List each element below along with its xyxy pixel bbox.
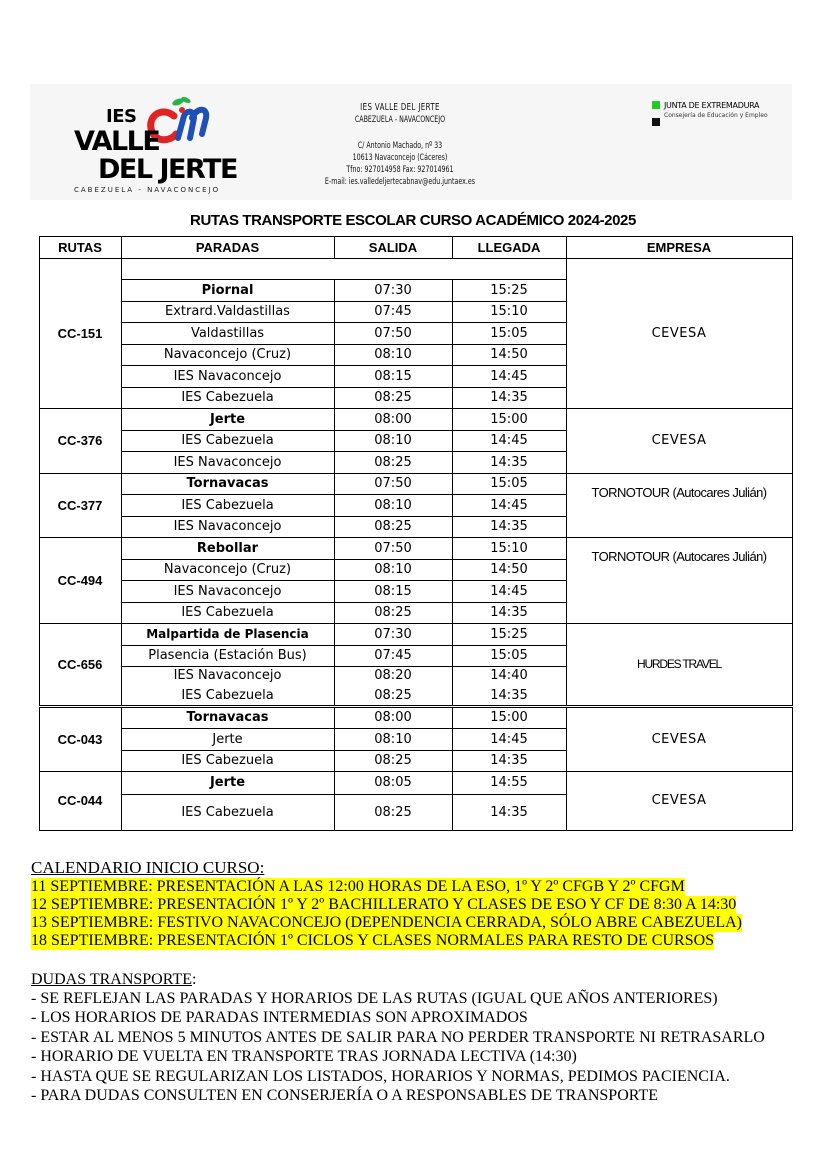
return-time: 15:00	[490, 710, 528, 725]
table-grid-line	[566, 258, 567, 408]
table-grid-line	[121, 645, 567, 646]
return-time: 14:45	[490, 731, 528, 747]
table-grid-line	[121, 344, 567, 345]
table-grid-line	[121, 771, 122, 830]
logo-valle-text: VALLE	[74, 126, 160, 157]
table-grid-line	[792, 623, 793, 705]
table-grid-line	[121, 365, 567, 366]
stop-name: IES Cabezuela	[181, 433, 274, 448]
departure-time: 07:30	[374, 626, 412, 642]
junta-department: Consejería de Educación y Empleo	[664, 112, 768, 119]
table-grid-line	[792, 473, 793, 537]
stop-name: Rebollar	[196, 540, 259, 556]
route-company: HURDES TRAVEL	[637, 657, 721, 671]
departure-time: 08:25	[374, 454, 412, 470]
departure-time: 07:45	[374, 304, 412, 319]
table-grid-line	[452, 279, 453, 408]
departure-time: 08:15	[374, 368, 412, 384]
return-time: 14:35	[490, 687, 528, 703]
table-grid-line	[121, 707, 122, 771]
table-grid-line	[566, 623, 567, 705]
return-time: 15:00	[490, 411, 528, 427]
return-time: 14:45	[490, 433, 528, 448]
stop-name: Tornavacas	[186, 710, 269, 725]
route-code: CC-376	[57, 433, 103, 448]
return-time: 15:10	[490, 304, 528, 319]
table-grid-line	[121, 430, 567, 431]
column-header-paradas: PARADAS	[195, 239, 260, 255]
table-grid-line	[39, 473, 40, 537]
table-grid-line	[334, 279, 335, 408]
stop-name: IES Cabezuela	[181, 804, 274, 820]
column-header-rutas: RUTAS	[58, 239, 102, 255]
table-grid-line	[39, 408, 793, 409]
table-grid-line	[121, 537, 122, 623]
table-grid-line	[566, 537, 567, 623]
dudas-item: - ESTAR AL MENOS 5 MINUTOS ANTES DE SALIR PARA NO PERDER TRANSPORTE NI RETRASARLO	[31, 1028, 765, 1046]
table-grid-line	[121, 451, 567, 452]
dudas-item: - LOS HORARIOS DE PARADAS INTERMEDIAS SON APROXIMADOS	[31, 1009, 528, 1027]
table-grid-line	[792, 771, 793, 830]
table-grid-line	[39, 537, 793, 538]
table-grid-line	[39, 830, 793, 831]
table-grid-line	[566, 707, 567, 771]
table-grid-line	[121, 559, 567, 560]
junta-name: JUNTA DE EXTREMADURA	[664, 101, 760, 110]
departure-time: 08:00	[374, 710, 412, 725]
table-grid-line	[566, 408, 567, 473]
return-time: 14:55	[490, 775, 528, 790]
table-grid-line	[792, 707, 793, 771]
stop-name: Jerte	[209, 775, 246, 790]
table-grid-line	[334, 771, 335, 830]
departure-time: 08:25	[374, 753, 412, 768]
table-grid-line	[121, 279, 567, 280]
departure-time: 08:15	[374, 583, 412, 599]
departure-time: 08:10	[374, 347, 412, 362]
calendar-item: 13 SEPTIEMBRE: FESTIVO NAVACONCEJO (DEPENDENCIA CERRADA, SÓLO ABRE CABEZUELA)	[31, 914, 743, 931]
return-time: 15:05	[490, 648, 528, 663]
table-grid-line	[452, 537, 453, 623]
table-grid-line	[566, 473, 567, 537]
table-grid-line	[39, 771, 793, 772]
stop-name: IES Navaconcejo	[173, 454, 282, 470]
table-grid-line	[792, 408, 793, 473]
table-grid-line	[39, 623, 40, 705]
route-code: CC-151	[57, 325, 103, 341]
junta-black-square-icon	[652, 118, 660, 126]
return-time: 14:35	[490, 605, 528, 620]
school-locality: CABEZUELA - NAVACONCEJO	[354, 115, 446, 125]
table-grid-line	[121, 602, 567, 603]
table-grid-line	[452, 707, 453, 771]
dudas-item: - HORARIO DE VUELTA EN TRANSPORTE TRAS JORNADA LECTIVA (14:30)	[31, 1048, 577, 1066]
dudas-item: - HASTA QUE SE REGULARIZAN LOS LISTADOS, HORARIOS Y NORMAS, PEDIMOS PACIENCIA.	[31, 1067, 730, 1085]
return-time: 14:45	[490, 583, 528, 599]
stop-name: Plasencia (Estación Bus)	[148, 648, 307, 663]
departure-time: 08:10	[374, 433, 412, 448]
column-header-llegada: LLEGADA	[477, 239, 541, 255]
table-grid-line	[334, 623, 335, 705]
departure-time: 08:10	[374, 562, 412, 577]
table-grid-line	[39, 258, 793, 259]
departure-time: 08:20	[374, 668, 412, 684]
dudas-title-text: DUDAS TRANSPORTE	[31, 971, 192, 988]
school-address-block	[300, 102, 500, 188]
return-time: 14:45	[490, 368, 528, 384]
table-grid-line	[452, 408, 453, 473]
stop-name: IES Navaconcejo	[173, 668, 282, 684]
return-time: 14:35	[490, 753, 528, 768]
table-grid-line	[121, 516, 567, 517]
departure-time: 07:50	[374, 325, 412, 341]
logo-subtitle: CABEZUELA - NAVACONCEJO	[74, 186, 221, 194]
table-grid-line	[792, 537, 793, 623]
route-company: CEVESA	[651, 731, 707, 747]
departure-time: 07:50	[374, 476, 412, 491]
stop-name: Navaconcejo (Cruz)	[163, 347, 292, 362]
notes-section	[31, 858, 765, 1105]
table-grid-line	[39, 537, 40, 623]
return-time: 14:50	[490, 562, 528, 577]
stop-name: Jerte	[209, 411, 246, 427]
stop-name: IES Navaconcejo	[173, 368, 282, 384]
stop-name: IES Navaconcejo	[173, 583, 282, 599]
logo-jerte-text: DEL JERTE	[98, 154, 237, 185]
stop-name: Malpartida de Plasencia	[146, 627, 309, 641]
table-grid-line	[39, 408, 40, 473]
calendar-title-colon: :	[259, 858, 265, 877]
departure-time: 08:25	[374, 605, 412, 620]
departure-time: 08:25	[374, 687, 412, 703]
dudas-title	[31, 970, 765, 989]
school-postal: 10613 Navaconcejo (Cáceres)	[352, 153, 448, 163]
departure-time: 07:30	[374, 282, 412, 298]
table-grid-line	[121, 236, 122, 258]
return-time: 15:10	[490, 540, 528, 556]
dudas-item: - SE REFLEJAN LAS PARADAS Y HORARIOS DE LAS RUTAS (IGUAL QUE AÑOS ANTERIORES)	[31, 990, 718, 1007]
return-time: 14:35	[490, 454, 528, 470]
table-grid-line	[39, 705, 793, 706]
return-time: 15:05	[490, 476, 528, 491]
table-grid-line	[121, 387, 567, 388]
table-grid-line	[334, 408, 335, 473]
return-time: 14:35	[490, 519, 528, 534]
stop-name: Jerte	[212, 731, 243, 747]
departure-time: 07:50	[374, 540, 412, 556]
table-grid-line	[39, 771, 40, 830]
calendar-title	[31, 858, 765, 878]
column-header-salida: SALIDA	[368, 239, 418, 255]
table-grid-line	[121, 728, 567, 729]
table-grid-line	[121, 301, 567, 302]
calendar-item: 12 SEPTIEMBRE: PRESENTACIÓN 1º Y 2º BACHILLERATO Y CLASES DE ESO Y CF DE 8:30 A 14:30	[31, 896, 737, 913]
route-code: CC-377	[57, 497, 103, 513]
departure-time: 08:10	[374, 731, 412, 747]
table-grid-line	[121, 322, 567, 323]
table-grid-line	[121, 473, 122, 537]
table-grid-line	[121, 623, 122, 705]
table-grid-line	[566, 236, 567, 258]
table-grid-line	[121, 258, 122, 408]
stop-name: Extrard.Valdastillas	[165, 304, 290, 319]
route-company: CEVESA	[651, 325, 707, 341]
table-grid-line	[39, 623, 793, 624]
calendar-title-text: CALENDARIO INICIO CURSO	[31, 858, 260, 877]
dudas-title-colon: :	[192, 971, 197, 988]
departure-time: 08:25	[374, 804, 412, 820]
table-grid-line	[39, 236, 793, 237]
table-grid-line	[334, 473, 335, 537]
departure-time: 08:05	[374, 775, 412, 790]
table-grid-line	[792, 258, 793, 408]
table-grid-line	[39, 236, 40, 258]
route-company: CEVESA	[651, 793, 707, 808]
dudas-item: - PARA DUDAS CONSULTEN EN CONSERJERÍA O A RESPONSABLES DE TRANSPORTE	[31, 1087, 659, 1105]
table-grid-line	[452, 236, 453, 258]
stop-name: Tornavacas	[186, 476, 269, 491]
school-phone-fax: Tfno: 927014958 Fax: 927014961	[346, 165, 454, 175]
table-grid-line	[121, 494, 567, 495]
table-grid-line	[121, 580, 567, 581]
return-time: 14:40	[490, 668, 528, 684]
return-time: 14:50	[490, 347, 528, 362]
page-title: RUTAS TRANSPORTE ESCOLAR CURSO ACADÉMICO 2024-2025	[190, 212, 636, 229]
route-code: CC-656	[57, 656, 103, 672]
calendar-item: 11 SEPTIEMBRE: PRESENTACIÓN A LAS 12:00 HORAS DE LA ESO, 1º Y 2º CFGB Y 2º CFGM	[31, 878, 685, 895]
route-company: TORNOTOUR (Autocares Julián)	[591, 485, 767, 500]
route-code: CC-043	[57, 731, 103, 747]
table-grid-line	[121, 408, 122, 473]
departure-time: 08:25	[374, 390, 412, 405]
table-grid-line	[452, 623, 453, 705]
stop-name: IES Cabezuela	[181, 687, 274, 703]
return-time: 14:35	[490, 390, 528, 405]
route-company: CEVESA	[651, 433, 707, 448]
stop-name: IES Cabezuela	[181, 753, 274, 768]
calendar-item: 18 SEPTIEMBRE: PRESENTACIÓN 1º CICLOS Y CLASES NORMALES PARA RESTO DE CURSOS	[31, 932, 715, 949]
stop-name: Piornal	[201, 282, 254, 298]
stop-name: IES Cabezuela	[181, 605, 274, 620]
return-time: 15:25	[490, 626, 528, 642]
return-time: 15:05	[490, 325, 528, 341]
return-time: 14:35	[490, 804, 528, 820]
table-grid-line	[39, 707, 793, 708]
table-grid-line	[121, 666, 567, 667]
table-grid-line	[452, 771, 453, 830]
junta-green-square-icon	[652, 101, 660, 109]
stop-name: IES Cabezuela	[181, 497, 274, 513]
stop-name: Navaconcejo (Cruz)	[163, 562, 292, 577]
table-grid-line	[792, 236, 793, 258]
return-time: 14:45	[490, 497, 528, 513]
return-time: 15:25	[490, 282, 528, 298]
route-code: CC-044	[57, 793, 103, 808]
departure-time: 08:00	[374, 411, 412, 427]
logo-ies-text: IES	[106, 106, 137, 127]
school-email: E-mail: ies.valledeljertecabnav@edu.juntaex.es	[324, 177, 476, 187]
school-logo	[68, 96, 238, 192]
school-name: IES VALLE DEL JERTE	[360, 102, 440, 113]
table-grid-line	[39, 258, 40, 408]
stop-name: IES Cabezuela	[181, 390, 274, 405]
table-grid-line	[121, 750, 567, 751]
table-grid-line	[566, 771, 567, 830]
departure-time: 07:45	[374, 648, 412, 663]
column-header-empresa: EMPRESA	[646, 239, 712, 255]
table-grid-line	[39, 707, 40, 771]
departure-time: 08:10	[374, 497, 412, 513]
stop-name: Valdastillas	[190, 325, 265, 341]
table-grid-line	[39, 473, 793, 474]
school-address: C/ Antonio Machado, nº 33	[357, 141, 443, 151]
route-code: CC-494	[57, 572, 103, 588]
letterhead	[30, 84, 792, 200]
departure-time: 08:25	[374, 519, 412, 534]
route-company: TORNOTOUR (Autocares Julián)	[591, 549, 767, 564]
stop-name: IES Navaconcejo	[173, 519, 282, 534]
table-grid-line	[334, 707, 335, 771]
table-grid-line	[452, 473, 453, 537]
table-grid-line	[121, 794, 567, 795]
table-grid-line	[334, 236, 335, 258]
table-grid-line	[334, 537, 335, 623]
